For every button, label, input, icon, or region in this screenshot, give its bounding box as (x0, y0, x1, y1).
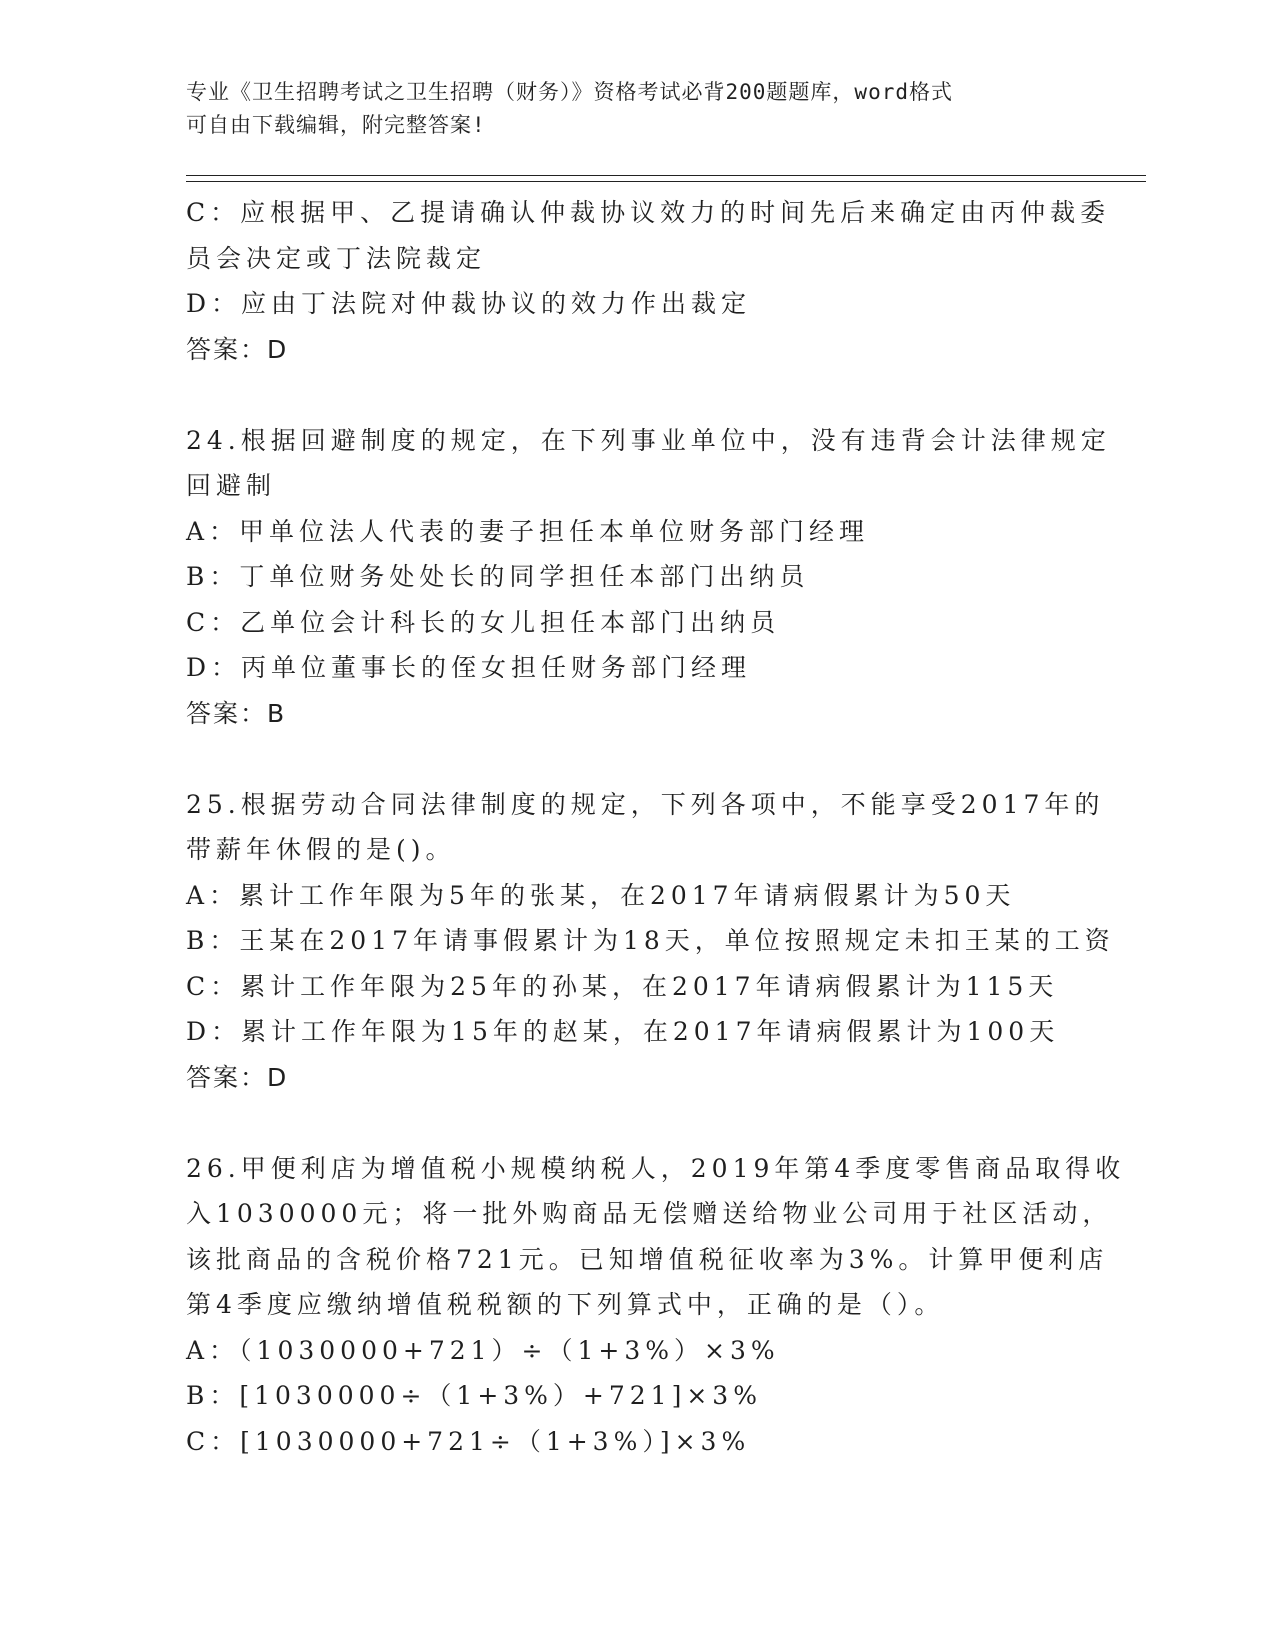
option-d: D：丙单位董事长的侄女担任财务部门经理 (186, 653, 752, 682)
page-header (186, 76, 1086, 142)
option-d: D：应由丁法院对仲裁协议的效力作出裁定 (186, 289, 752, 318)
answer-text: 答案：B (186, 698, 287, 728)
answer-text: 答案：D (186, 334, 289, 364)
question-stem-line-1: 24.根据回避制度的规定，在下列事业单位中，没有违背会计法律规定 (186, 425, 1111, 455)
spacer (186, 1100, 1086, 1146)
header-divider-top (186, 175, 1146, 176)
answer-text: 答案：D (186, 1062, 289, 1092)
question-stem-line-3: 该批商品的含税价格721元。已知增值税征收率为3%。计算甲便利店 (186, 1244, 1109, 1274)
question-content (186, 190, 1126, 1464)
question-stem-line-2: 入1030000元；将一批外购商品无偿赠送给物业公司用于社区活动， (186, 1199, 1113, 1228)
option-c-line-1: C：应根据甲、乙提请确认仲裁协议效力的时间先后来确定由丙仲裁委 (186, 198, 1111, 227)
option-a: A：甲单位法人代表的妻子担任本单位财务部门经理 (186, 516, 870, 546)
option-b: B：[1030000÷（1+3%）+721]×3% (186, 1381, 762, 1410)
spacer (186, 736, 1086, 782)
header-line-2: 可自由下载编辑，附完整答案! (186, 113, 486, 137)
option-b: B：丁单位财务处处长的同学担任本部门出纳员 (186, 562, 810, 591)
option-c: C：乙单位会计科长的女儿担任本部门出纳员 (186, 607, 781, 637)
spacer (186, 372, 1086, 418)
option-b: B：王某在2017年请事假累计为18天，单位按照规定未扣王某的工资 (186, 926, 1115, 955)
question-stem-line-2: 回避制 (186, 471, 277, 500)
question-stem-line-1: 25.根据劳动合同法律制度的规定，下列各项中，不能享受2017年的 (186, 789, 1105, 819)
option-a: A：（1030000+721）÷（1+3%）×3% (186, 1335, 780, 1365)
question-stem-line-4: 第4季度应缴纳增值税税额的下列算式中，正确的是（）。 (186, 1290, 945, 1319)
option-c: C：[1030000+721÷（1+3%）]×3% (186, 1426, 751, 1456)
header-divider-bottom (186, 181, 1146, 182)
option-c: C：累计工作年限为25年的孙某，在2017年请病假累计为115天 (186, 971, 1059, 1001)
option-c-line-2: 员会决定或丁法院裁定 (186, 243, 487, 273)
option-d: D：累计工作年限为15年的赵某，在2017年请病假累计为100天 (186, 1017, 1060, 1046)
option-a: A：累计工作年限为5年的张某，在2017年请病假累计为50天 (186, 880, 1016, 910)
header-line-1: 专业《卫生招聘考试之卫生招聘（财务）》资格考试必背200题题库，word格式 (186, 80, 953, 104)
question-stem-line-2: 带薪年休假的是()。 (186, 835, 456, 864)
question-stem-line-1: 26.甲便利店为增值税小规模纳税人，2019年第4季度零售商品取得收 (186, 1153, 1126, 1183)
